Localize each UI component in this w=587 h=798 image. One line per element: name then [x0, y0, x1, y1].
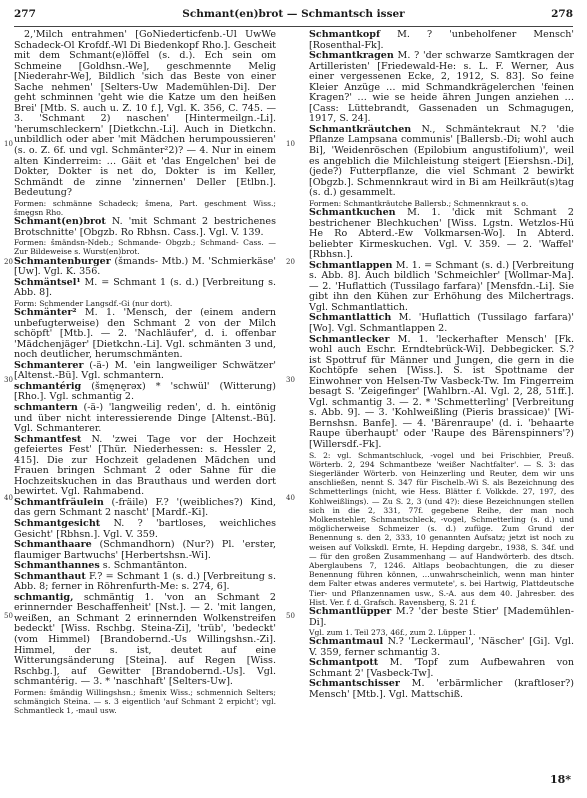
entry-text: schmantern (-ä-) 'langweilig reden', d. h. eintönig und über nicht interessierende Dinge [Altenst.-Bü]. Vgl. Schmanterer.: [14, 401, 276, 435]
headword: Schmantlappen: [309, 259, 393, 271]
line-number: 30: [286, 376, 295, 384]
line-number: 40: [286, 494, 295, 502]
forms-note: Formen: šmändsn-Ndeb.; Schmande- Obgzb.; Schmand- Cass. — Zur Bildeweise s. Wurst(en)brot.: [14, 238, 276, 257]
entry-text: Schmäntsel¹ M. = Schmant 1 (s. d.) [Verbreitung s. Abb. 8].: [14, 276, 276, 299]
headword: Schmanthannes: [14, 560, 100, 572]
headword: Schmantfräulein: [14, 496, 104, 508]
headword: Schmantlattich: [309, 312, 392, 324]
headword: Schmanterer: [14, 359, 84, 371]
headword: schmantérig: [14, 380, 82, 392]
headword: Schmantmaul: [309, 636, 384, 648]
left-column: [14, 30, 276, 715]
entry-text: Schmantmaul N.? 'Leckermaul', 'Näscher' [Gi]. Vgl. V. 359, ferner schmantig 3.: [309, 636, 574, 658]
entry-text: Schmantfest N. 'zwei Tage vor der Hochzeit gefeiertes Fest' [Thür. Niederhessen: s. Hessler 2, 415]. Die zur Hochzeit geladenen Mädchen und Frauen bringen Schmant 2 oder Sahne für die Hochzeitskuchen in das Brauthaus und werden dort bewirtet. Vgl. Rahmabend.: [14, 433, 276, 498]
footnote-block: S. 2: vgl. Schmantschluck, -vogel und bei Frischbier, Preuß. Wörterb. 2, 294 Schmantbeze 'weißer Nachtfalter'. — S. 3: das Siegerländer Wörterb. von Heinzerling und Reuter, dem wir uns anschließen, nennt S. 347 für Fischelb.-Wi S. als Bezeichnung des Schmetterlings (nicht, wie Hess. Blätter f. Volkkde. 27, 197, des Kohlweißlings). — Zu S. 2, 3 (und 4?): diese Bezeichnungen stellen sich in die 2, 331, 77f. gegebene Reihe, der man noch Molkenstehler, Schmantschleck, -vogel, Schmetterling (s. d.) und möglicherweise Schmeizer (s. d.) zufüge. Zum Grund der Benennung s. den 2, 333, 10 genannten Aufsatz; jetzt ist noch zu weisen auf Volkskdl. Ernte, H. Hepding dargebr., 1938, S. 34f. und — für den großen Zusammenhang — auf Handwörterb. des dtsch. Aberglaubens 7, 1246. Altlaps beobachtungen, die zu dieser Benennung führen können, …unwahrscheinlich, wenn man hinter dem Falter etwas anderes vermutete', s. bei Hartwig, Plattdeutsche Tier- und Pflanzennamen usw., S.-A. aus dem 40. Jahresber. des Hist. Ver. f. d. Grafsch. Ravensberg, S. 21 f.: [309, 450, 574, 607]
forms-note: Form: Schmender Langsdf.-Gi (nur dort).: [14, 298, 173, 308]
entry-text: Schmantpott M. 'Topf zum Aufbewahren von Schmant 2' [Vasbeck-Tw].: [309, 657, 574, 679]
headword: Schmantfest: [14, 433, 82, 445]
entry-text: Schmantlattich M. 'Huflattich (Tussilago farfara)' [Wo]. Vgl. Schmantlappen 2.: [309, 312, 574, 334]
signature-mark: 18*: [549, 773, 571, 786]
headword: Schmantkragen: [309, 50, 394, 62]
line-number: 10: [4, 140, 13, 148]
entry-text: Schmantkopf M. ? 'unbeholfener Mensch' [Rosenthal-Fk].: [309, 29, 574, 51]
line-number: 50: [4, 612, 13, 620]
headword: schmantern: [14, 401, 78, 413]
line-number: 50: [286, 612, 295, 620]
entry-text: Schmanthaare (Schmandhorn) (Nur?) Pl. 'erster, flaumiger Bartwuchs' [Herbertshsn.-Wi].: [14, 539, 276, 561]
line-number: 30: [4, 376, 13, 384]
forms-note: Vgl. zum 1. Teil 273, 46f., zum 2. Lüpper 1.: [309, 628, 476, 638]
running-title: Schmant(en)brot — Schmantsch isser: [182, 8, 405, 20]
headword: Schmantlecker: [309, 333, 390, 345]
entry-text: Schmantkuchen M. 1. 'dick mit Schmant 2 bestrichener Blechkuchen' [Wiss. Lgstn. Wetzlos-Hü He Ro Abterd.-Ew Volkmarsen-Wo]. In Abterd. beliebter Kirmeskuchen. Vgl. V. 359. — 2. 'Waffel' [Rbhsn.].: [309, 206, 574, 261]
headword: Schmant(en)brot: [14, 216, 106, 228]
entry-text: Schmanterer (-ä-) M. 'ein langweiliger Schwätzer' [Altenst.-Bü]. Vgl. schmantern.: [14, 359, 276, 382]
entry-text: schmantig, schmäntig 1. 'von an Schmant 2 erinnernder Beschaffenheit' [Nst.]. — 2. 'mit langen, weißen, an Schmant 2 erinnernden Wolkenstreifen bedeckt' [Wiss. Rschbg. Steina-Zi], 'trüb', 'bedeckt' (vom Himmel) [Brandobernd.-Us Willingshsn.-Zi]. Himmel, der s. ist, deutet auf eine Witterungsänderung [Steina]. auf Regen [Wiss. Rschbg.], auf Gewitter [Brandobernd.-Us]. Vgl. schmantérig. — 3. * 'naschhaft' [Selters-Uw].: [14, 591, 276, 688]
forms-note: Formen: schmänne Schadeck; šmena, Part. geschment Wiss.; šmęgsn Rho.: [14, 198, 276, 217]
headword: Schmäntsel¹: [14, 276, 81, 288]
headword: Schmanthaut: [14, 570, 86, 582]
entry-text: Schmantgesicht N. ? 'bartloses, weichliches Gesicht' [Rbhsn.]. Vgl. V. 359.: [14, 517, 276, 540]
headword: Schmantgesicht: [14, 517, 101, 529]
forms-note: Formen: šmändig Willingshsn.; šmenix Wiss.; schmennich Selters; schmängich Steina. — s. 3 eigentlich 'auf Schmant 2 erpicht'; vgl. Schmantleck 1, -maul usw.: [14, 687, 276, 716]
entry-text: Schmantkragen M. ? 'der schwarze Samtkragen der Artilleristen' [Friedewald-He: s. L. F. Werner, Aus einer vergessenen Ecke, 2, 1912, S. 83]. So feine Kleier Anzüge … mid Schmandkrägelerchen 'feinen Kragen?' … wie se heide ähren Jungen anziehen … [Cass: Lüttebrandt, Gassenaden un Schmagugen, 1917, S. 24].: [309, 50, 574, 125]
line-number: 20: [286, 258, 295, 266]
line-number: 10: [286, 140, 295, 148]
entry-text: Schmanthaut F.? = Schmant 1 (s. d.) [Verbreitung s. Abb. 8; ferner in Röhrenfurth-Me: s. 274, 6].: [14, 570, 276, 593]
page-number-left: 277: [14, 8, 36, 20]
entry-text: Schmantfräulein (-fräile) F.? '(weibliches?) Kind, das gern Schmant 2 nascht' [Mardf.-Ki].: [14, 496, 276, 519]
headword: Schmantpott: [309, 657, 379, 669]
headword: Schmantenburger: [14, 255, 111, 267]
entry-text: Schmantlüpper M.? 'der beste Stier' [Mademühlen-Di].: [309, 605, 574, 628]
page-header: [14, 8, 573, 24]
headword: schmantig,: [14, 591, 74, 603]
page-number-right: 278: [551, 8, 573, 20]
entry-text: 2,'Milch entrahmen' [GoNiederticfenb.-Ul UwWe Schadeck-Ol Krofdf.-Wl Di Biedenkopf Rho.]. Gescheit mit dem Schmant(e)löffel (s. d.). Ech sein om Schmeine [Goldhsn.-We], geschmennte Melig [Niederahr-We], Bildlich 'sich das Beste von einer Sache nehmen' [Selters-Uw Mademühlen-Di]. Der geht schminnen 'geht wie die Katze um den heißen Brei' [Mtb. S. auch u. Z. 10 f.], Vgl. K. 356, C. 745. — 3. 'Schmant 2) naschen' [Hintermeilgn.-Li]. 'herumschleckern' [Dietkchn.-Li]. Auch in Dietkchn. unbildlich oder aber 'mit Mädchen herumpoussieren' (s. o. Z. 6f. und vgl. Schmänter²2)? — 4. Nur in einem alten Kinderreim: … Gäit et 'das Engelchen' bei de Dokter, Dokter is net do, Dokter is im Keller, Schmändt de zinne 'zinnernen' Deller [Etlbn.]. Bedeutung?: [14, 29, 276, 199]
headword: Schmantkopf: [309, 29, 381, 40]
headword: Schmänter²: [14, 307, 77, 319]
line-number: 20: [4, 258, 13, 266]
header-rule: [14, 26, 573, 27]
entry-text: Schmantkräutchen N., Schmäntekraut N.? 'die Pflanze Lampsana communis' [Ballersb.-Di; wohl auch Bi], 'Weidenröschen (Epilobium angustifolium)', weil es angeblich die Milchleistung steigert [Eiershsn.-Di], (jede?) Futterpflanze, die viel Schmant 2 bewirkt [Obgzb.]. Schmennkraut wird in Bi am Heilkräut(s)tag (s. d.) gesammelt.: [309, 123, 574, 199]
right-column: [309, 30, 574, 701]
headword: Schmanthaare: [14, 539, 92, 551]
entry-text: Schmanthannes s. Schmantänton.: [14, 560, 188, 572]
headword: Schmantschisser: [309, 678, 400, 690]
line-number: 40: [4, 494, 13, 502]
entry-text: Schmantlecker M. 1. 'leckerhafter Mensch' [Fk. wohl auch Eschr. Erndtebrück-Wi]. Debbegicker. S.? ist Spottruf für Männer und Jungen, die gern in die Kochtöpfe sehen [Wiss.]. S. ist Spottname der Einwohner von Helsen-Tw Vasbeck-Tw. Im Fingerreim besagt S. 'Zeigefinger' [Wahlbrn.-Al. Vgl. 2, 28, 51ff.]. Vgl. schmantig 3. — 2. * 'Schmetterling' [Verbreitung s. Abb. 9]. — 3. 'Kohlweißling (Pieris brassicae)' [Wi-Bernshsn. Banfe]. — 4. 'Bärenraupe' (d. i. 'behaarte Raupe überhaupt' oder 'Raupe des Bärenspinners'?) [Willersdf.-Fk].: [309, 333, 574, 450]
entry-text: Schmantlappen M. 1. = Schmant (s. d.) [Verbreitung s. Abb. 8]. Auch bildlich 'Schmeichler' [Wollmar-Ma]. — 2. 'Huflattich (Tussilago farfara)' [Mensfdn.-Li]. Sie gibt ihn den Kühen zur Erhöhung des Milchertrags. Vgl. Schmantlattich.: [309, 259, 574, 313]
entry-text: Schmänter² M. 1. 'Mensch, der (einem andern unbefugterweise) den Schmant 2 von der Milch schöpft' [Mtb.]. — 2. 'Nachläufer', d. i. offenbar 'Mädchenjäger' [Dietkchn.-Li]. Vgl. schmänten 3 und, noch deutlicher, herumschmänten.: [14, 307, 276, 361]
entry-text: Schmantschisser M. 'erbärmlicher (kraftloser?) Mensch' [Mtb.]. Vgl. Mattschiß.: [309, 678, 574, 701]
forms-note: Formen: Schmantkräutche Ballersb.; Schmennkraut s. o.: [309, 198, 529, 208]
headword: Schmantlüpper: [309, 605, 392, 617]
headword: Schmantkuchen: [309, 206, 396, 218]
entry-text: Schmant(en)brot N. 'mit Schmant 2 bestrichenes Brotschnitte' [Obgzb. Ro Rbhsn. Cass.]. Vgl. V. 139.: [14, 216, 276, 238]
entry-text: Schmantenburger (šmands- Mtb.) M. 'Schmierkäse' [Uw]. Vgl. K. 356.: [14, 255, 276, 278]
entry-text: schmantérig (šmęnęrəx) * 'schwül' (Witterung) [Rho.]. Vgl. schmantig 2.: [14, 380, 276, 403]
headword: Schmantkräutchen: [309, 123, 412, 135]
